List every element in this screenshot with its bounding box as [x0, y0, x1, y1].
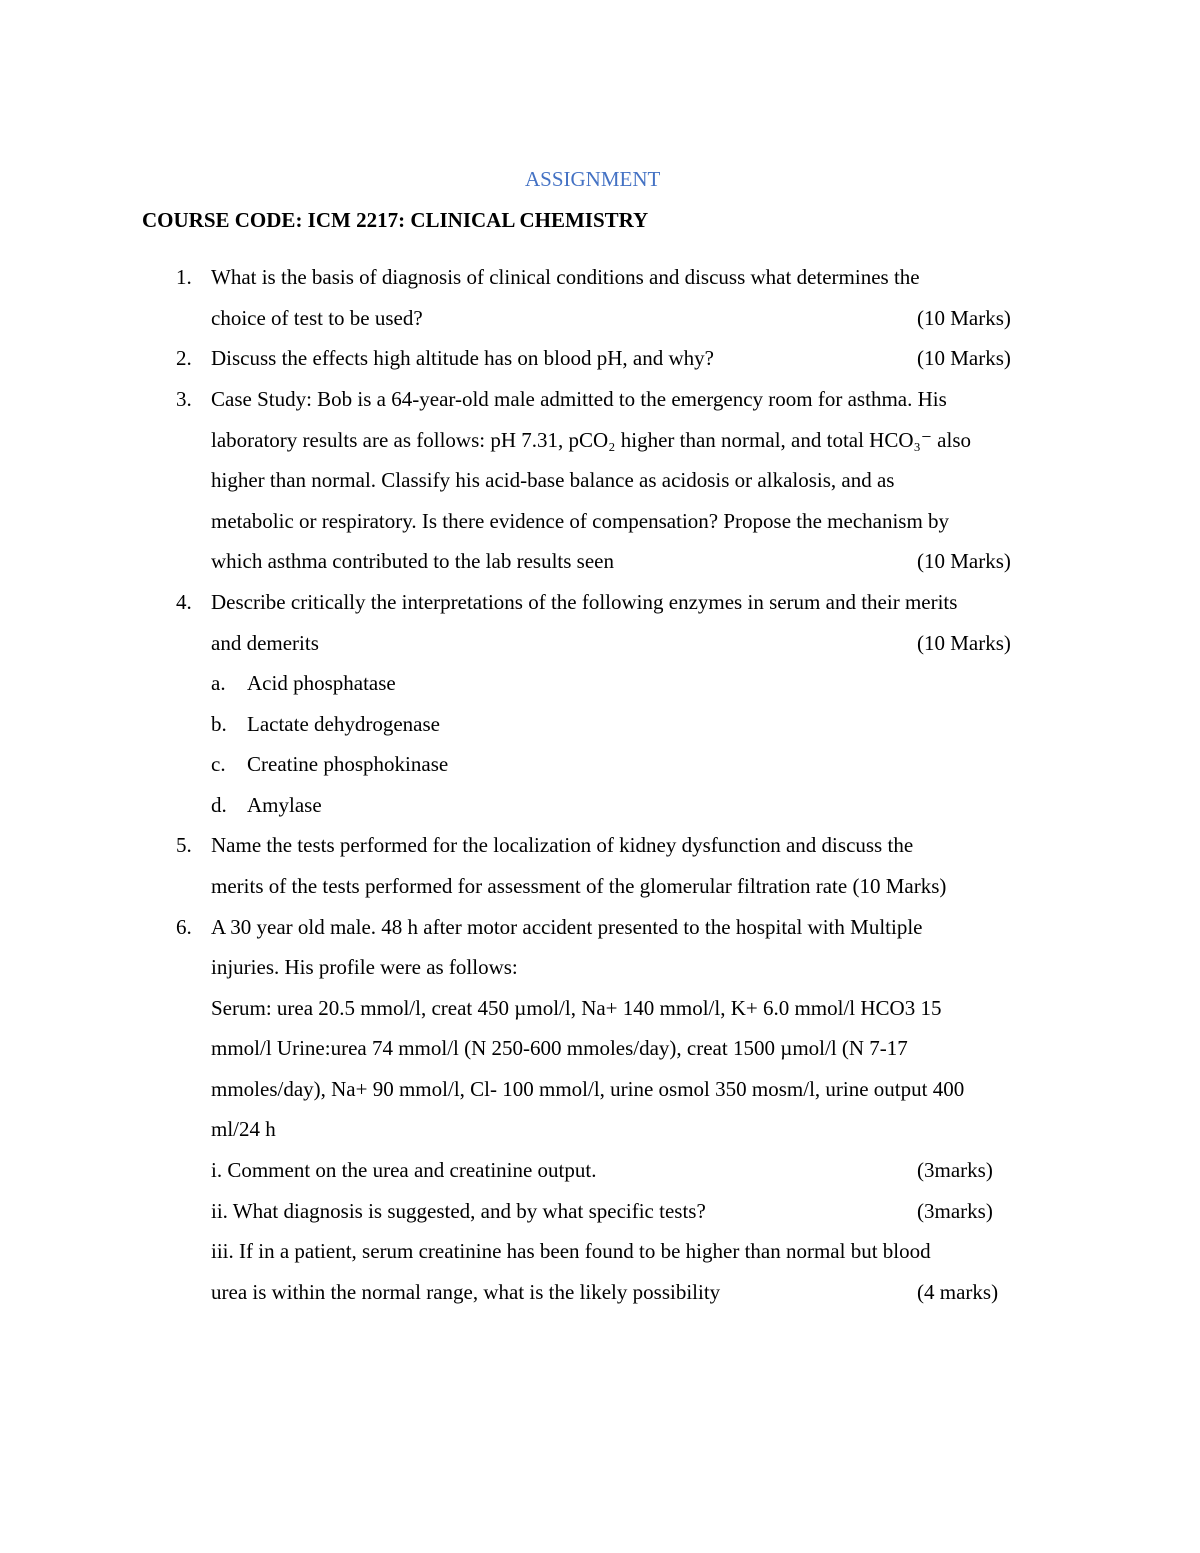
marks-label: (10 Marks) — [917, 346, 1011, 370]
list-item-text: Lactate dehydrogenase — [247, 712, 440, 736]
list-item-label: a. — [211, 671, 226, 695]
marks-label: (10 Marks) — [917, 306, 1011, 330]
question-text: Serum: urea 20.5 mmol/l, creat 450 µmol/l, Na+ 140 mmol/l, K+ 6.0 mmol/l HCO3 15 — [211, 996, 942, 1020]
question-number: 3. — [176, 387, 192, 411]
question-text: Case Study: Bob is a 64-year-old male admitted to the emergency room for asthma. His — [211, 387, 947, 411]
question-number: 2. — [176, 346, 192, 370]
question-text: ml/24 h — [211, 1117, 276, 1141]
marks-label: (10 Marks) — [917, 549, 1011, 573]
sub-question-text: ii. What diagnosis is suggested, and by what specific tests? — [211, 1199, 706, 1223]
question-text: mmoles/day), Na+ 90 mmol/l, Cl- 100 mmol/l, urine osmol 350 mosm/l, urine output 400 — [211, 1077, 965, 1101]
question-number: 6. — [176, 915, 192, 939]
question-text: merits of the tests performed for assessment of the glomerular filtration rate (10 Marks) — [211, 874, 947, 898]
question-text: injuries. His profile were as follows: — [211, 955, 518, 979]
list-item-text: Acid phosphatase — [247, 671, 396, 695]
question-text: Name the tests performed for the localization of kidney dysfunction and discuss the — [211, 833, 914, 857]
list-item-text: Creatine phosphokinase — [247, 752, 449, 776]
question-text: Describe critically the interpretations of the following enzymes in serum and their merits — [211, 590, 958, 614]
question-number: 4. — [176, 590, 192, 614]
marks-label: (3marks) — [917, 1158, 993, 1182]
question-text: Discuss the effects high altitude has on blood pH, and why? — [211, 346, 714, 370]
list-item-label: d. — [211, 793, 227, 817]
course-code-heading: COURSE CODE: ICM 2217: CLINICAL CHEMISTRY — [142, 208, 649, 232]
list-item-label: c. — [211, 752, 226, 776]
sub-question-text: iii. If in a patient, serum creatinine has been found to be higher than normal but blood — [211, 1239, 931, 1263]
question-text: metabolic or respiratory. Is there evidence of compensation? Propose the mechanism by — [211, 509, 950, 533]
question-text: A 30 year old male. 48 h after motor accident presented to the hospital with Multiple — [211, 915, 923, 939]
marks-label: (4 marks) — [917, 1280, 999, 1304]
sub-question-text: urea is within the normal range, what is the likely possibility — [211, 1280, 721, 1304]
sub-question-text: i. Comment on the urea and creatinine output. — [211, 1158, 597, 1182]
question-number: 1. — [176, 265, 192, 289]
question-text: higher than normal. Classify his acid-base balance as acidosis or alkalosis, and as — [211, 468, 895, 492]
question-text: and demerits — [211, 631, 319, 655]
question-text: choice of test to be used? — [211, 306, 423, 330]
question-number: 5. — [176, 833, 192, 857]
marks-label: (3marks) — [917, 1199, 993, 1223]
list-item-text: Amylase — [247, 793, 322, 817]
list-item-label: b. — [211, 712, 227, 736]
assignment-title: ASSIGNMENT — [525, 167, 661, 191]
marks-label: (10 Marks) — [917, 631, 1011, 655]
question-text: What is the basis of diagnosis of clinical conditions and discuss what determines the — [211, 265, 920, 289]
question-text: which asthma contributed to the lab results seen — [211, 549, 614, 573]
question-text: mmol/l Urine:urea 74 mmol/l (N 250-600 mmoles/day), creat 1500 µmol/l (N 7-17 — [211, 1036, 908, 1060]
question-text: laboratory results are as follows: pH 7.31, pCO₂ higher than normal, and total HCO₃⁻ also — [211, 428, 971, 452]
